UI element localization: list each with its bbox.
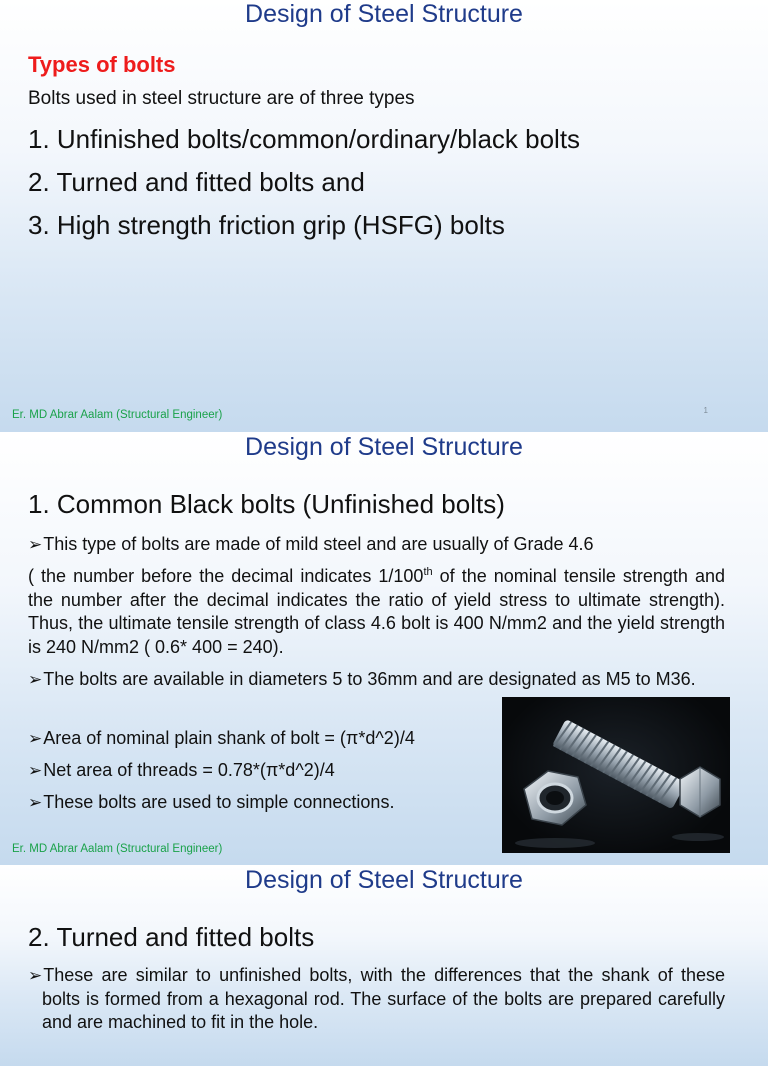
- para-text: ( the number before the decimal indicates 1/100: [28, 566, 424, 586]
- bullet-diameters: [28, 668, 725, 692]
- intro-text: Bolts used in steel structure are of three types: [28, 88, 415, 109]
- list-item: 1. Unfinished bolts/common/ordinary/black bolts: [28, 124, 581, 154]
- bullet-text: This type of bolts are made of mild steel and are usually of Grade 4.6: [43, 534, 594, 554]
- arrow-bullet-icon: ➢: [28, 729, 43, 748]
- bolt-and-nut-photo: [502, 697, 730, 853]
- bullet-text: Area of nominal plain shank of bolt = (π*d^2)/4: [43, 728, 415, 748]
- section-heading: 2. Turned and fitted bolts: [28, 922, 315, 952]
- section-heading: 1. Common Black bolts (Unfinished bolts): [28, 489, 505, 519]
- arrow-bullet-icon: ➢: [28, 966, 43, 985]
- arrow-bullet-icon: ➢: [28, 670, 43, 689]
- slide-3: [0, 866, 768, 1066]
- superscript: th: [423, 566, 433, 578]
- bullet-thread-area: [28, 759, 335, 783]
- bullet-usage: [28, 791, 394, 815]
- bullet-text: These are similar to unfinished bolts, with the differences that the shank of these bolts is formed from a hexagonal rod. The surface of the bolts are prepared carefully and are machined to fit in the hole.: [42, 965, 725, 1032]
- arrow-bullet-icon: ➢: [28, 761, 43, 780]
- list-item: 3. High strength friction grip (HSFG) bolts: [28, 210, 505, 240]
- bullet-text: The bolts are available in diameters 5 to 36mm and are designated as M5 to M36.: [43, 669, 696, 689]
- arrow-bullet-icon: ➢: [28, 535, 43, 554]
- arrow-bullet-icon: ➢: [28, 793, 43, 812]
- author-footer: Er. MD Abrar Aalam (Structural Engineer): [12, 843, 223, 855]
- list-item: 2. Turned and fitted bolts and: [28, 167, 365, 197]
- bullet-text: Net area of threads = 0.78*(π*d^2)/4: [43, 760, 335, 780]
- page-number: 1: [703, 406, 708, 415]
- bullet-shank-area: [28, 727, 415, 751]
- slide-title: Design of Steel Structure: [245, 433, 523, 461]
- grade-explanation: [28, 565, 725, 659]
- author-footer: Er. MD Abrar Aalam (Structural Engineer): [12, 409, 223, 421]
- bullet-grade: [28, 533, 748, 557]
- slide-title: Design of Steel Structure: [245, 866, 523, 894]
- para-text: of the nominal tensile strength and the number after the decimal indicates the ratio of yield stress to ultimate strength). Thus, the ultimate tensile strength of class 4.6 bolt is 400 N/mm2 and the yield strength is 240 N/mm2 ( 0.6* 400 = 240).: [28, 566, 725, 657]
- types-of-bolts-heading: Types of bolts: [28, 52, 176, 77]
- slide-title: Design of Steel Structure: [245, 0, 523, 28]
- bolt-types-list: [28, 120, 580, 249]
- bolt-and-nut-illustration: [502, 697, 730, 853]
- slide-2: [0, 433, 768, 865]
- slide-1: [0, 0, 768, 432]
- bullet-text: These bolts are used to simple connections.: [43, 792, 395, 812]
